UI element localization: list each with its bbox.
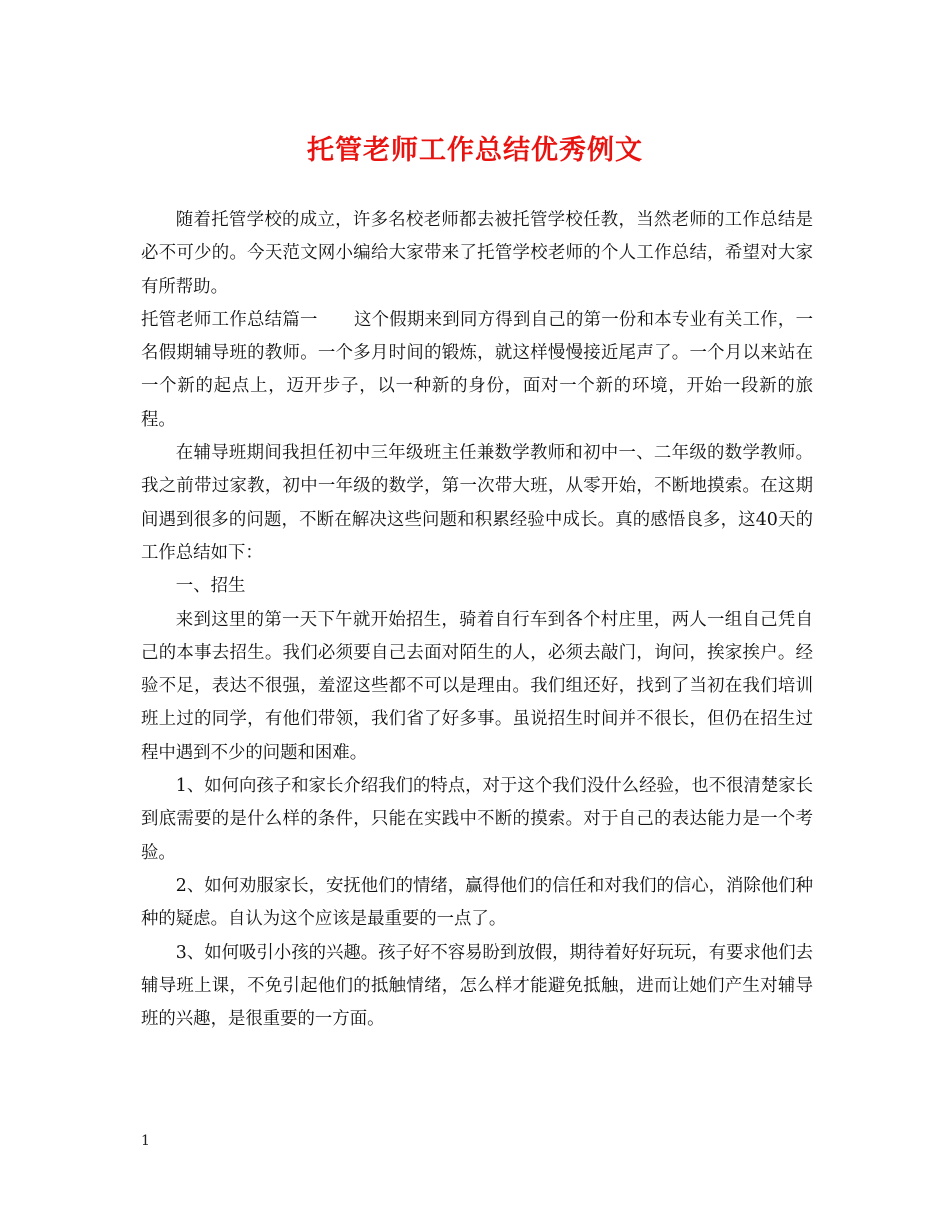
recruitment-paragraph: 来到这里的第一天下午就开始招生，骑着自行车到各个村庄里，两人一组自己凭自己的本事去招生。我们必须要自己去面对陌生的人，必须去敲门，询问，挨家挨户。经验不足，表达不很强，羞涩这些都不可以是理由。我们组还好，找到了当初在我们培训班上过的同学，有他们带领，我们省了好多事。虽说招生时间并不很长，但仍在招生过程中遇到不少的问题和困难。 [141,609,813,763]
intro-paragraph: 随着托管学校的成立，许多名校老师都去被托管学校任教，当然老师的工作总结是必不可少的。今天范文网小编给大家带来了托管学校老师的个人工作总结，希望对大家有所帮助。 [141,210,813,297]
section-paragraph [141,304,813,437]
point-2-paragraph: 2、如何劝服家长，安抚他们的情绪，赢得他们的信任和对我们的信心，消除他们种种的疑虑。自认为这个应该是最重要的一点了。 [141,875,813,930]
document-body [141,204,813,1036]
point-3-paragraph: 3、如何吸引小孩的兴趣。孩子好不容易盼到放假，期待着好好玩玩，有要求他们去辅导班上课，不免引起他们的抵触情绪，怎么样才能避免抵触，进而让她们产生对辅导班的兴趣，是很重要的一方面。 [141,942,813,1030]
document-title: 托管老师工作总结优秀例文 [307,135,643,166]
duty-paragraph: 在辅导班期间我担任初中三年级班主任兼数学教师和初中一、二年级的数学教师。我之前带过家教，初中一年级的数学，第一次带大班，从零开始，不断地摸索。在这期间遇到很多的问题，不断在解决这些问题和积累经验中成长。真的感悟良多，这40天的工作总结如下： [141,443,813,563]
section-first-text: 这个假期来到同方得到自己的第一份和本专业有关工作，一名假期辅导班的教师。一个多月时间的锻炼，就这样慢慢接近尾声了。一个月以来站在一个新的起点上，迈开步子，以一种新的身份，面对一个新的环境，开始一段新的旅程。 [141,309,813,430]
subheading-recruitment: 一、招生 [175,576,246,597]
page-number: 1 [141,1133,150,1149]
section-heading: 托管老师工作总结篇一 [141,309,318,330]
point-1-paragraph: 1、如何向孩子和家长介绍我们的特点，对于这个我们没什么经验，也不很清楚家长到底需要的是什么样的条件，只能在实践中不断的摸索。对于自己的表达能力是一个考验。 [141,776,813,863]
